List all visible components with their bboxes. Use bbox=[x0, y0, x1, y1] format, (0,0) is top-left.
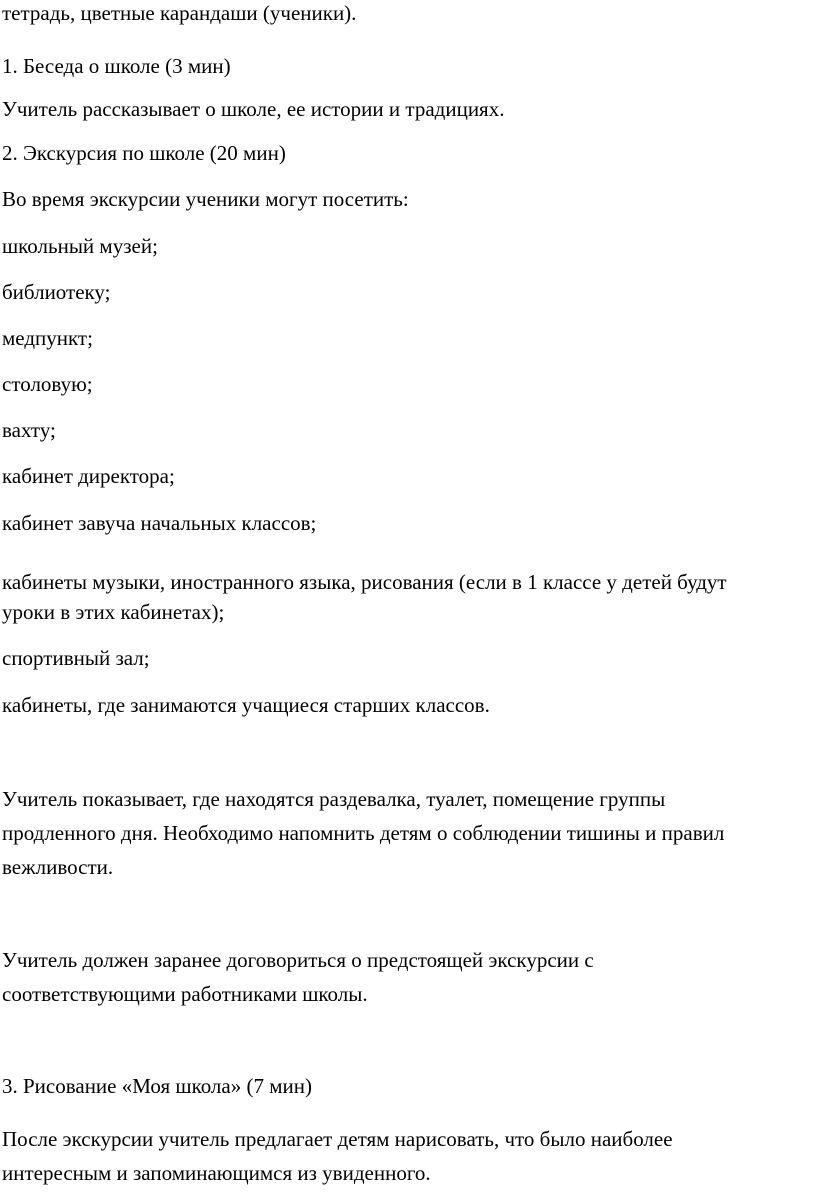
section-heading-2: 2. Экскурсия по школе (20 мин) bbox=[2, 141, 286, 165]
paragraph: Во время экскурсии ученики могут посетить: bbox=[2, 187, 409, 211]
list-item: вахту; bbox=[2, 418, 56, 442]
list-item-line-2: уроки в этих кабинетах); bbox=[2, 600, 225, 624]
list-item: кабинеты, где занимаются учащиеся старших классов. bbox=[2, 693, 490, 717]
paragraph-line-2: продленного дня. Необходимо напомнить детям о соблюдении тишины и правил bbox=[2, 821, 725, 845]
paragraph-line-2: соответствующими работниками школы. bbox=[2, 982, 368, 1006]
paragraph-line-1: После экскурсии учитель предлагает детям нарисовать, что было наиболее bbox=[2, 1127, 673, 1151]
section-heading-3: 3. Рисование «Моя школа» (7 мин) bbox=[2, 1074, 312, 1098]
list-item: медпункт; bbox=[2, 326, 93, 350]
materials-line: тетрадь, цветные карандаши (ученики). bbox=[2, 1, 357, 25]
list-item: столовую; bbox=[2, 372, 93, 396]
list-item: библиотеку; bbox=[2, 280, 111, 304]
list-item: кабинет директора; bbox=[2, 464, 175, 488]
paragraph-line-2: интересным и запоминающимся из увиденного. bbox=[2, 1161, 431, 1185]
list-item-line-1: кабинеты музыки, иностранного языка, рисования (если в 1 классе у детей будут bbox=[2, 570, 727, 594]
list-item: спортивный зал; bbox=[2, 646, 150, 670]
paragraph: Учитель рассказывает о школе, ее истории и традициях. bbox=[2, 97, 505, 121]
list-item: кабинет завуча начальных классов; bbox=[2, 511, 317, 535]
paragraph-line-1: Учитель показывает, где находятся раздевалка, туалет, помещение группы bbox=[2, 787, 666, 811]
paragraph-line-3: вежливости. bbox=[2, 855, 114, 879]
section-heading-1: 1. Беседа о школе (3 мин) bbox=[2, 54, 231, 78]
list-item: школьный музей; bbox=[2, 234, 158, 258]
paragraph-line-1: Учитель должен заранее договориться о предстоящей экскурсии с bbox=[2, 948, 594, 972]
